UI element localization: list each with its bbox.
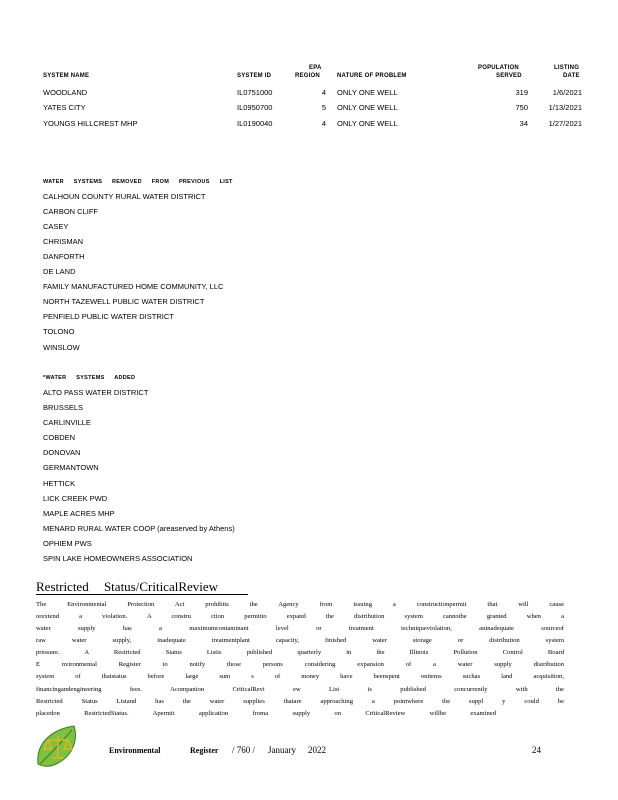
header-listing: LISTING <box>554 65 580 71</box>
paragraph-line: system of thatstatus before large sum s of money have beenspent onitems suchas land acquisition, <box>36 673 564 680</box>
row-problem: ONLY ONE WELL <box>337 88 398 97</box>
row-region: 5 <box>321 103 326 112</box>
header-system-name: SYSTEM NAME <box>43 73 90 79</box>
row-system-name: WOODLAND <box>43 88 88 97</box>
list-item: COBDEN <box>43 433 76 442</box>
paragraph-line: pressure. A Restricted Status Listis published quarterly in the Illinois Pollution Control Board <box>36 649 564 656</box>
header-date: DATE <box>563 73 580 79</box>
list-item: LICK CREEK PWD <box>43 494 108 503</box>
list-item: GERMANTOWN <box>43 463 99 472</box>
restricted-status-heading: Restricted Status/CriticalReview <box>36 580 248 595</box>
list-item: CHRISMAN <box>43 237 84 246</box>
list-item: MAPLE ACRES MHP <box>43 509 115 518</box>
row-date: 1/6/2021 <box>552 88 582 97</box>
row-problem: ONLY ONE WELL <box>337 119 398 128</box>
paragraph-line: placedon RestrictedStatus. Apermit application froma supply on CriticalReview willbe examined <box>36 710 496 717</box>
header-region: REGION <box>295 73 320 79</box>
paragraph-line: The Environmental Protection Act prohibits the Agency from issuing a constructionpermit that will cause <box>36 601 564 608</box>
list-item: NORTH TAZEWELL PUBLIC WATER DISTRICT <box>43 297 205 306</box>
row-system-id: IL0751000 <box>237 88 273 97</box>
list-item: ALTO PASS WATER DISTRICT <box>43 388 149 397</box>
paragraph-line: E nvironmental Register to notify those persons considering expansion of a water supply distribution <box>36 661 564 668</box>
footer-page-number: 24 <box>532 745 541 755</box>
header-system-id: SYSTEM ID <box>237 73 272 79</box>
footer-register-name: Environmental <box>109 746 161 755</box>
paragraph-line: financingandengineering fees. Acompanion CriticalRevi ew List is published concurrently with the <box>36 686 564 693</box>
list-item: DANFORTH <box>43 252 85 261</box>
list-item: BRUSSELS <box>43 403 84 412</box>
paragraph-line: Restricted Status Listand has the water supplies thatare approaching a pointwhere the suppl y could be <box>36 698 564 705</box>
paragraph-line: water supply has a maximumcontaminant level or treatment techniqueviolation, aninadequate sourceof <box>36 625 564 632</box>
list-item: HETTICK <box>43 479 76 488</box>
row-population: 34 <box>519 119 528 128</box>
list-item: CARLINVILLE <box>43 418 91 427</box>
header-population: POPULATION <box>478 65 519 71</box>
header-epa: EPA <box>309 65 322 71</box>
row-problem: ONLY ONE WELL <box>337 103 398 112</box>
row-system-id: IL0190040 <box>237 119 273 128</box>
list-item: DONOVAN <box>43 448 81 457</box>
row-date: 1/27/2021 <box>548 119 582 128</box>
list-item: TOLONO <box>43 327 75 336</box>
header-nature-of-problem: NATURE OF PROBLEM <box>337 73 407 79</box>
list-item: OPHIEM PWS <box>43 539 92 548</box>
row-region: 4 <box>321 88 326 97</box>
list-item: CASEY <box>43 222 69 231</box>
list-item: FAMILY MANUFACTURED HOME COMMUNITY, LLC <box>43 282 224 291</box>
row-population: 750 <box>515 103 528 112</box>
row-region: 4 <box>321 119 326 128</box>
footer-month: January <box>268 745 296 755</box>
paragraph-line: orextend a violation. A constru ction permitto expand the distribution system cannotbe granted when a <box>36 613 564 620</box>
footer-issue-number: / 760 / <box>232 745 256 755</box>
footer-register-word: Register <box>190 746 219 755</box>
list-item: CARBON CLIFF <box>43 207 99 216</box>
list-item: CALHOUN COUNTY RURAL WATER DISTRICT <box>43 192 206 201</box>
header-served: SERVED <box>496 73 522 79</box>
list-item: WINSLOW <box>43 343 80 352</box>
list-item: PENFIELD PUBLIC WATER DISTRICT <box>43 312 174 321</box>
footer-year: 2022 <box>308 745 326 755</box>
list-item: DE LAND <box>43 267 76 276</box>
row-system-name: YATES CITY <box>43 103 86 112</box>
removed-section-title: WATER SYSTEMS REMOVED FROM PREVIOUS LIST <box>43 179 233 185</box>
added-section-title: *WATER SYSTEMS ADDED <box>43 375 136 381</box>
list-item: SPIN LAKE HOMEOWNERS ASSOCIATION <box>43 554 193 563</box>
illinois-leaf-logo-icon <box>34 724 86 770</box>
row-system-name: YOUNGS HILLCREST MHP <box>43 119 138 128</box>
row-system-id: IL0950700 <box>237 103 273 112</box>
row-date: 1/13/2021 <box>548 103 582 112</box>
list-item: MENARD RURAL WATER COOP (areaserved by Athens) <box>43 524 235 533</box>
row-population: 319 <box>515 88 528 97</box>
paragraph-line: raw water supply, inadequate treatmentplant capacity, finished water storage or distribution system <box>36 637 564 644</box>
